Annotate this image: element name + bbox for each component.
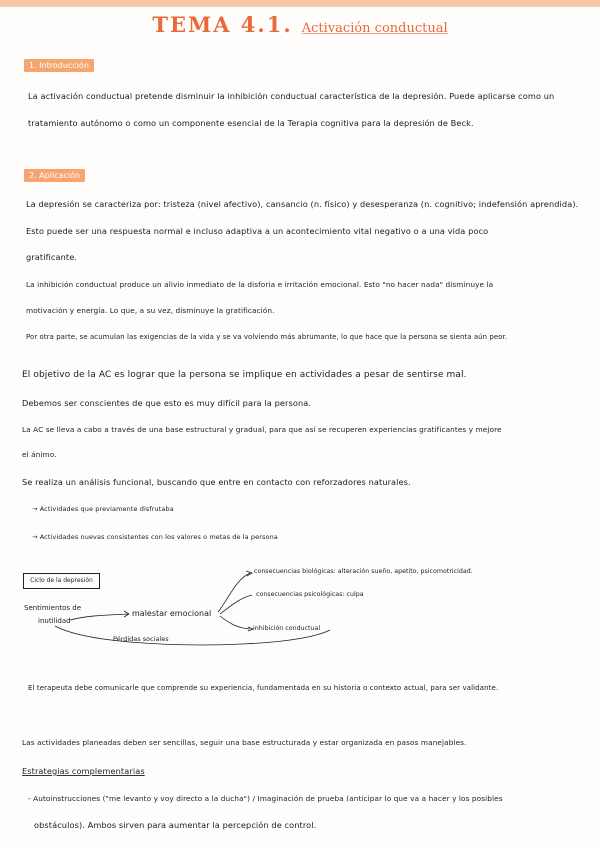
- closing-line-2: Las actividades planeadas deben ser sencillas, seguir una base estructurada y estar organizada en pasos manejables.: [22, 738, 467, 747]
- diagram-branch-2: consecuencias psicológicas: culpa: [256, 591, 364, 598]
- arrow-branch-2: [220, 595, 252, 614]
- aplicacion-line-9: La AC se lleva a cabo a través de una base estructural y gradual, para que así se recuperen experiencias gratificantes y mejore: [22, 425, 502, 434]
- aplicacion-bullet-1: → Actividades que previamente disfrutaba: [32, 505, 174, 513]
- arrow-to-center: [70, 614, 128, 620]
- intro-line-2: tratamiento autónomo o como un componente esencial de la Terapia cognitiva para la depresión de Beck.: [28, 118, 474, 128]
- aplicacion-line-3: gratificante.: [26, 252, 78, 262]
- strategies-heading: Estrategias complementarias: [22, 766, 145, 776]
- aplicacion-bullet-2: → Actividades nuevas consistentes con los valores o metas de la persona: [32, 533, 278, 541]
- strategy-line-1: - Autoinstrucciones ("me levanto y voy directo a la ducha") / Imaginación de prueba (anticipar lo que va a hacer y los posibles: [28, 794, 503, 803]
- diagram-branch-1: consecuencias biológicas: alteración sueño, apetito, psicomotricidad.: [254, 568, 473, 575]
- title-sub: Activación conductual: [301, 21, 448, 36]
- aplicacion-line-5: motivación y energía. Lo que, a su vez, disminuye la gratificación.: [26, 306, 275, 315]
- title-main: TEMA 4.1.: [152, 12, 293, 37]
- aplicacion-line-7: El objetivo de la AC es lograr que la persona se implique en actividades a pesar de sentirse mal.: [22, 370, 467, 380]
- top-accent-bar: [0, 0, 600, 7]
- aplicacion-line-4: La inhibición conductual produce un alivio inmediato de la disforia e irritación emocional. Esto "no hacer nada" disminuye la: [26, 280, 494, 289]
- diagram-start-2: inutilidad: [38, 617, 71, 625]
- aplicacion-line-11: Se realiza un análisis funcional, buscando que entre en contacto con reforzadores naturales.: [22, 477, 411, 487]
- closing-line-1: El terapeuta debe comunicarle que comprende su experiencia, fundamentada en su historia o contexto actual, para ser validante.: [28, 684, 499, 692]
- arrow-branch-1: [218, 573, 250, 612]
- strategy-line-2: obstáculos). Ambos sirven para aumentar la percepción de control.: [34, 820, 317, 830]
- section-heading-aplicacion: 2. Aplicación: [24, 169, 85, 182]
- diagram-branch-3: inhibición conductual: [253, 625, 321, 632]
- aplicacion-line-10: el ánimo.: [22, 450, 57, 459]
- aplicacion-line-1: La depresión se caracteriza por: tristeza (nivel afectivo), cansancio (n. físico) y desesperanza (n. cognitivo; indefensión aprendida).: [26, 199, 579, 209]
- aplicacion-line-8: Debemos ser conscientes de que esto es muy difícil para la persona.: [22, 398, 312, 408]
- diagram-start-1: Sentimientos de: [24, 604, 82, 612]
- arrow-branch-3: [220, 616, 250, 629]
- intro-line-1: La activación conductual pretende disminuir la inhibición conductual característica de la depresión. Puede aplicarse como un: [28, 91, 555, 101]
- diagram-box-label: Ciclo de la depresión: [23, 573, 100, 589]
- aplicacion-line-2: Esto puede ser una respuesta normal e incluso adaptiva a un acontecimiento vital negativo o a una vida poco: [26, 226, 489, 236]
- page-title: [0, 12, 600, 37]
- diagram-center: malestar emocional: [132, 609, 212, 618]
- diagram-feedback: Pérdidas sociales: [113, 635, 169, 643]
- aplicacion-line-6: Por otra parte, se acumulan las exigencias de la vida y se va volviendo más abrumante, lo que hace que la persona se sienta aún peor.: [26, 333, 508, 341]
- section-heading-intro: 1. Introducción: [24, 59, 94, 72]
